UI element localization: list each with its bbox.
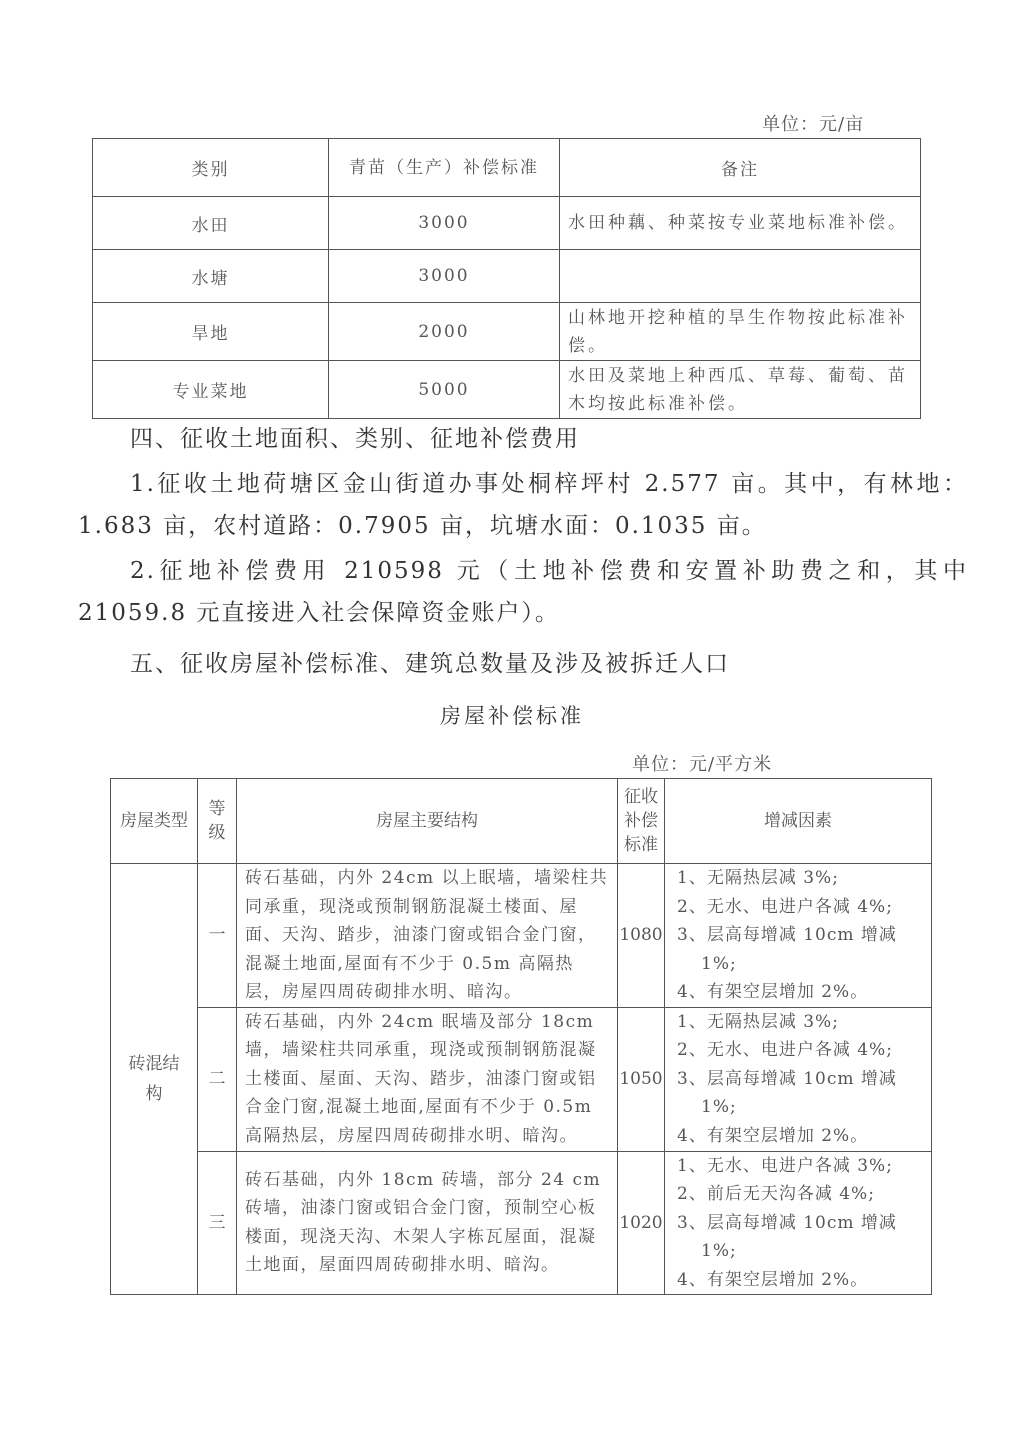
- cell-note: 山林地开挖种植的旱生作物按此标准补偿。: [560, 303, 921, 361]
- cell-standard: 3000: [329, 197, 560, 250]
- cell-grade: 三: [198, 1151, 237, 1295]
- cell-standard: 5000: [329, 361, 560, 419]
- cell-factors: [665, 864, 932, 1008]
- header-factors: 增减因素: [665, 779, 932, 864]
- factor-item: 1、无隔热层减 3%;: [677, 868, 839, 888]
- header-grade: 等级: [198, 779, 237, 864]
- cell-standard: 1080: [618, 864, 665, 1008]
- table1-unit: 单位：元/亩: [762, 114, 865, 135]
- section4-heading: 四、征收土地面积、类别、征地补偿费用: [130, 426, 580, 452]
- header-house-type: 房屋类型: [111, 779, 198, 864]
- cell-standard: 3000: [329, 250, 560, 303]
- cell-structure: 砖石基础，内外 24cm 以上眠墙，墙梁柱共同承重，现浇或预制钢筋混凝土楼面、屋面、天沟、踏步，油漆门窗或铝合金门窗，混凝土地面,屋面有不少于 0.5m 高隔热层，房屋四周砖砌排水明、暗沟。: [237, 864, 618, 1008]
- header-standard: 青苗（生产）补偿标准: [329, 139, 560, 197]
- table-row: [93, 361, 921, 419]
- factor-item: 1%;: [701, 1097, 737, 1118]
- factor-item: 1、无隔热层减 3%;: [677, 1011, 839, 1032]
- cell-category: 水田: [93, 197, 329, 250]
- section4-paragraph-2: 2.征地补偿费用 210598 元（土地补偿费和安置补助费之和，其中 21059.8 元直接进入社会保障资金账户）。: [78, 558, 968, 626]
- factor-item: 1%;: [701, 1241, 737, 1261]
- green-crop-compensation-table: [92, 138, 921, 419]
- factor-item: 3、层高每增减 10cm 增减: [677, 1068, 897, 1089]
- cell-standard: 1020: [618, 1151, 665, 1295]
- cell-category: 专业菜地: [93, 361, 329, 419]
- table2-title: 房屋补偿标准: [440, 704, 584, 728]
- cell-note: 水田种藕、种菜按专业菜地标准补偿。: [560, 197, 921, 250]
- cell-category: 旱地: [93, 303, 329, 361]
- cell-category: 水塘: [93, 250, 329, 303]
- table-header-row: [93, 139, 921, 197]
- cell-note: [560, 250, 921, 303]
- factor-item: 3、层高每增减 10cm 增减: [677, 925, 897, 945]
- table-row: [111, 1151, 932, 1295]
- cell-standard: 1050: [618, 1007, 665, 1151]
- section5-heading: 五、征收房屋补偿标准、建筑总数量及涉及被拆迁人口: [130, 651, 730, 677]
- cell-structure: 砖石基础，内外 18cm 砖墙，部分 24 cm 砖墙，油漆门窗或铝合金门窗，预制空心板楼面，现浇天沟、木架人字栋瓦屋面，混凝土地面，屋面四周砖砌排水明、暗沟。: [237, 1151, 618, 1295]
- factor-item: 4、有架空层增加 2%。: [677, 1269, 869, 1290]
- cell-note: 水田及菜地上种西瓜、草莓、葡萄、苗木均按此标准补偿。: [560, 361, 921, 419]
- cell-grade: 二: [198, 1007, 237, 1151]
- table-header-row: [111, 779, 932, 864]
- header-standard: 征收补偿标准: [618, 779, 665, 864]
- factor-item: 4、有架空层增加 2%。: [677, 982, 869, 1002]
- header-category: 类别: [93, 139, 329, 197]
- factor-item: 1、无水、电进户各减 3%;: [677, 1155, 893, 1176]
- table2-unit: 单位：元/平方米: [632, 754, 773, 775]
- factor-item: 3、层高每增减 10cm 增减: [677, 1212, 897, 1233]
- cell-standard: 2000: [329, 303, 560, 361]
- factor-item: 2、前后无天沟各减 4%;: [677, 1184, 875, 1204]
- table-row: [111, 864, 932, 1008]
- cell-factors: [665, 1151, 932, 1295]
- factor-item: 4、有架空层增加 2%。: [677, 1125, 869, 1146]
- factor-item: 1%;: [701, 953, 737, 974]
- cell-structure: 砖石基础，内外 24cm 眠墙及部分 18cm 墙，墙梁柱共同承重，现浇或预制钢筋混凝土楼面、屋面、天沟、踏步，油漆门窗或铝合金门窗,混凝土地面,屋面有不少于 0.5m 高隔热层，房屋四周砖砌排水明、暗沟。: [237, 1007, 618, 1151]
- factor-item: 2、无水、电进户各减 4%;: [677, 1040, 893, 1061]
- cell-grade: 一: [198, 864, 237, 1008]
- cell-house-type: 砖混结构: [111, 864, 198, 1295]
- factor-item: 2、无水、电进户各减 4%;: [677, 896, 893, 917]
- table-row: [93, 250, 921, 303]
- header-structure: 房屋主要结构: [237, 779, 618, 864]
- house-compensation-table: [110, 778, 932, 1295]
- table-row: [93, 303, 921, 361]
- section4-paragraph-1: 1.征收土地荷塘区金山街道办事处桐梓坪村 2.577 亩。其中，有林地：1.683 亩，农村道路：0.7905 亩，坑塘水面：0.1035 亩。: [78, 471, 968, 539]
- cell-factors: [665, 1007, 932, 1151]
- header-note: 备注: [560, 139, 921, 197]
- table-row: [111, 1007, 932, 1151]
- table-row: [93, 197, 921, 250]
